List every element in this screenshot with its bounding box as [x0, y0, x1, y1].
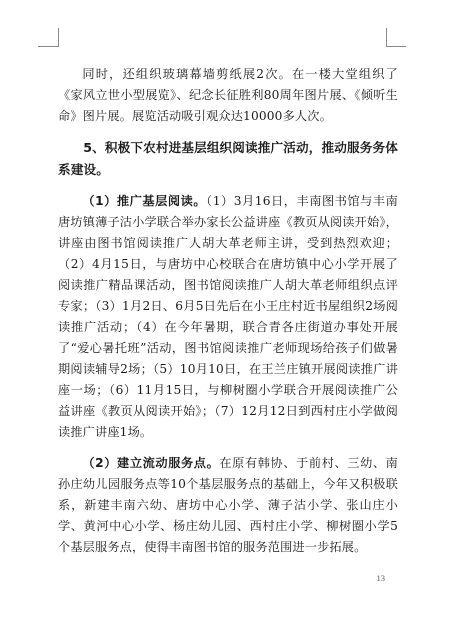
- crop-mark-top-right-vertical: [386, 28, 387, 47]
- subsection-paragraph-1: [58, 191, 398, 443]
- section-heading: 5、积极下农村进基层组织阅读推广活动，推动服务务体系建设。: [58, 140, 398, 177]
- document-body: [58, 64, 398, 558]
- crop-mark-top-right-horizontal: [386, 46, 406, 47]
- crop-mark-top-left-vertical: [58, 28, 59, 47]
- crop-mark-top-left-horizontal: [38, 46, 58, 47]
- subsection-title-1: （1）推广基层阅读。: [82, 194, 207, 208]
- subsection-title-2: （2）建立流动服务点。: [82, 456, 220, 470]
- subsection-paragraph-2: [58, 453, 398, 558]
- subsection-body-1: （1）3月16日，丰南图书馆与丰南唐坊镇薄子沽小学联合举办家长公益讲座《教页从阅读开始》，讲座由图书馆阅读推广人胡大革老师主讲，受到热烈欢迎；（2）4月15日，与唐坊中心校联合在唐坊镇中心小学开展了阅读推广精品课活动，图书馆阅读推广人胡大革老师组织点评专家；（3）1月2日、6月5日先后在小王庄村近书屋组织2场阅读推广活动；（4）在今年暑期，联合青各庄街道办事处开展了“爱心暑托班”活动，图书馆阅读推广老师现场给孩子们做暑期阅读辅导2场；（5）10月10日，在王兰庄镇开展阅读推广讲座一场；（6）11月15日，与柳树圈小学联合开展阅读推广公益讲座《教页从阅读开始》；（7）12月12日到西村庄小学做阅读推广讲座1场。: [58, 194, 399, 439]
- subsection-body-2: 在原有韩协、于前村、三幼、南孙庄幼儿园服务点等10个基层服务点的基础上，今年又积极联系，新建丰南六幼、唐坊中心小学、薄子沽小学、张山庄小学、黄河中心小学、杨庄幼儿园、西村庄小学、柳树圈小学5个基层服务点，使得丰南图书馆的服务范围进一步拓展。: [58, 456, 398, 554]
- opening-paragraph: 同时，还组织玻璃幕墙剪纸展2次。在一楼大堂组织了《家风立世小型展览》、纪念长征胜利80周年图片展、《倾听生命》图片展。展览活动吸引观众达10000多人次。: [58, 67, 398, 123]
- page-number: 13: [376, 573, 385, 583]
